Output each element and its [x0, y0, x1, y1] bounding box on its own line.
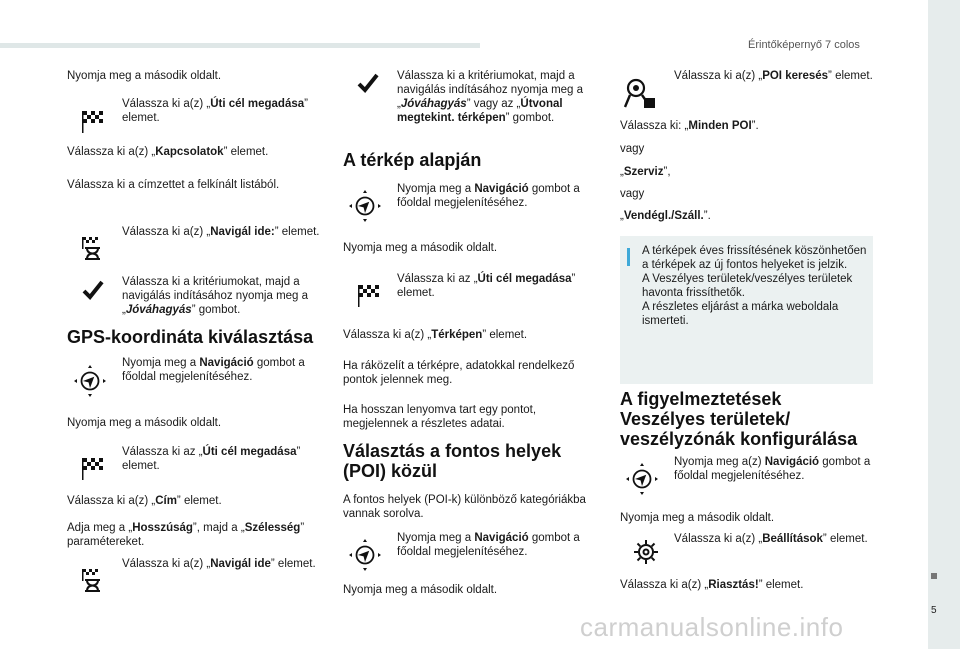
page-number: 5 — [931, 605, 937, 616]
instruction-text: Válassza ki: „Minden POI”. — [620, 120, 759, 132]
instruction-text: Válassza ki a(z) „Navigál ide” elemet. — [122, 558, 316, 570]
instruction-text: Ha ráközelít a térképre, adatokkal rendelkező pontok jelennek meg. — [343, 360, 575, 386]
section-heading: A figyelmeztetések Veszélyes területek/ veszélyzónák konfigurálása — [620, 389, 858, 449]
settings-gear-icon — [632, 538, 660, 566]
instruction-text: Nyomja meg a második oldalt. — [620, 512, 775, 524]
navigation-compass-icon — [73, 364, 107, 398]
instruction-text: Válassza ki a(z) „Úti cél megadása” elemet. — [122, 98, 308, 124]
navigate-to-icon — [79, 567, 105, 593]
instruction-text: „Vendégl./Száll.”. — [620, 210, 711, 222]
instruction-text: vagy — [620, 143, 645, 155]
instruction-text: Válassza ki az „Úti cél megadása” elemet. — [122, 446, 301, 472]
destination-flag-icon — [355, 282, 381, 308]
info-icon — [627, 248, 630, 266]
instruction-text: vagy — [620, 188, 645, 200]
navigation-compass-icon — [348, 538, 382, 572]
instruction-text: Nyomja meg a második oldalt. — [67, 70, 222, 82]
navigation-compass-icon — [348, 189, 382, 223]
poi-search-icon — [623, 76, 657, 110]
checkmark-icon — [357, 72, 379, 94]
instruction-text: Nyomja meg a Navigáció gombot a főoldal megjelenítéséhez. — [122, 357, 305, 383]
destination-flag-icon — [79, 108, 105, 134]
side-tab — [928, 0, 960, 649]
instruction-text: A fontos helyek (POI-k) különböző kategóriákba vannak sorolva. — [343, 494, 586, 520]
section-heading: Választás a fontos helyek (POI) közül — [343, 441, 562, 481]
instruction-text: Ha hosszan lenyomva tart egy pontot, megjelennek a részletes adatai. — [343, 404, 537, 430]
instruction-text: Válassza ki a(z) „Navigál ide:” elemet. — [122, 226, 320, 238]
instruction-text: Nyomja meg a Navigáció gombot a főoldal megjelenítéséhez. — [397, 532, 580, 558]
section-heading: A térkép alapján — [343, 150, 482, 170]
instruction-text: Nyomja meg a második oldalt. — [343, 242, 498, 254]
section-marker — [931, 573, 937, 579]
instruction-text: Válassza ki a(z) „Riasztás!” elemet. — [620, 579, 804, 591]
instruction-text: Válassza ki a kritériumokat, majd a navigálás indításához nyomja meg a „Jóváhagyás” gombot. — [122, 276, 309, 316]
instruction-text: „Szerviz”, — [620, 166, 671, 178]
watermark: carmanualsonline.info — [580, 612, 844, 642]
instruction-text: Nyomja meg a(z) Navigáció gombot a főoldal megjelenítéséhez. — [674, 456, 871, 482]
instruction-text: Válassza ki a(z) „POI keresés” elemet. — [674, 70, 873, 82]
page-header: Érintőképernyő 7 colos — [748, 39, 860, 51]
info-box — [620, 236, 873, 384]
instruction-text: Válassza ki az „Úti cél megadása” elemet. — [397, 273, 576, 299]
instruction-text: Válassza ki a(z) „Kapcsolatok” elemet. — [67, 146, 269, 158]
instruction-text: Nyomja meg a második oldalt. — [343, 584, 498, 596]
instruction-text: Válassza ki a(z) „Cím” elemet. — [67, 495, 222, 507]
header-rule — [0, 43, 480, 48]
navigate-to-icon — [79, 235, 105, 261]
instruction-text: Válassza ki a(z) „Beállítások” elemet. — [674, 533, 868, 545]
instruction-text: Válassza ki a kritériumokat, majd a navigálás indításához nyomja meg a „Jóváhagyás” vagy az „Útvonal megtekint. térképen” gombot. — [397, 70, 584, 124]
instruction-text: Nyomja meg a Navigáció gombot a főoldal megjelenítéséhez. — [397, 183, 580, 209]
navigation-compass-icon — [625, 462, 659, 496]
section-heading: GPS-koordináta kiválasztása — [67, 327, 314, 347]
destination-flag-icon — [79, 455, 105, 481]
instruction-text: Válassza ki a(z) „Térképen” elemet. — [343, 329, 528, 341]
instruction-text: Nyomja meg a második oldalt. — [67, 417, 222, 429]
instruction-text: Válassza ki a címzettet a felkínált listából. — [67, 179, 280, 191]
checkmark-icon — [82, 279, 104, 301]
instruction-text: Adja meg a „Hosszúság”, majd a „Szélesség” paramétereket. — [67, 522, 305, 548]
info-text: A térképek éves frissítésének köszönhetően a térképek az új fontos helyeket is jelzik. A Veszélyes területek/veszélyes területek havonta frissíthetők. A részletes eljárást a márka weboldala ismerteti. — [642, 245, 867, 327]
